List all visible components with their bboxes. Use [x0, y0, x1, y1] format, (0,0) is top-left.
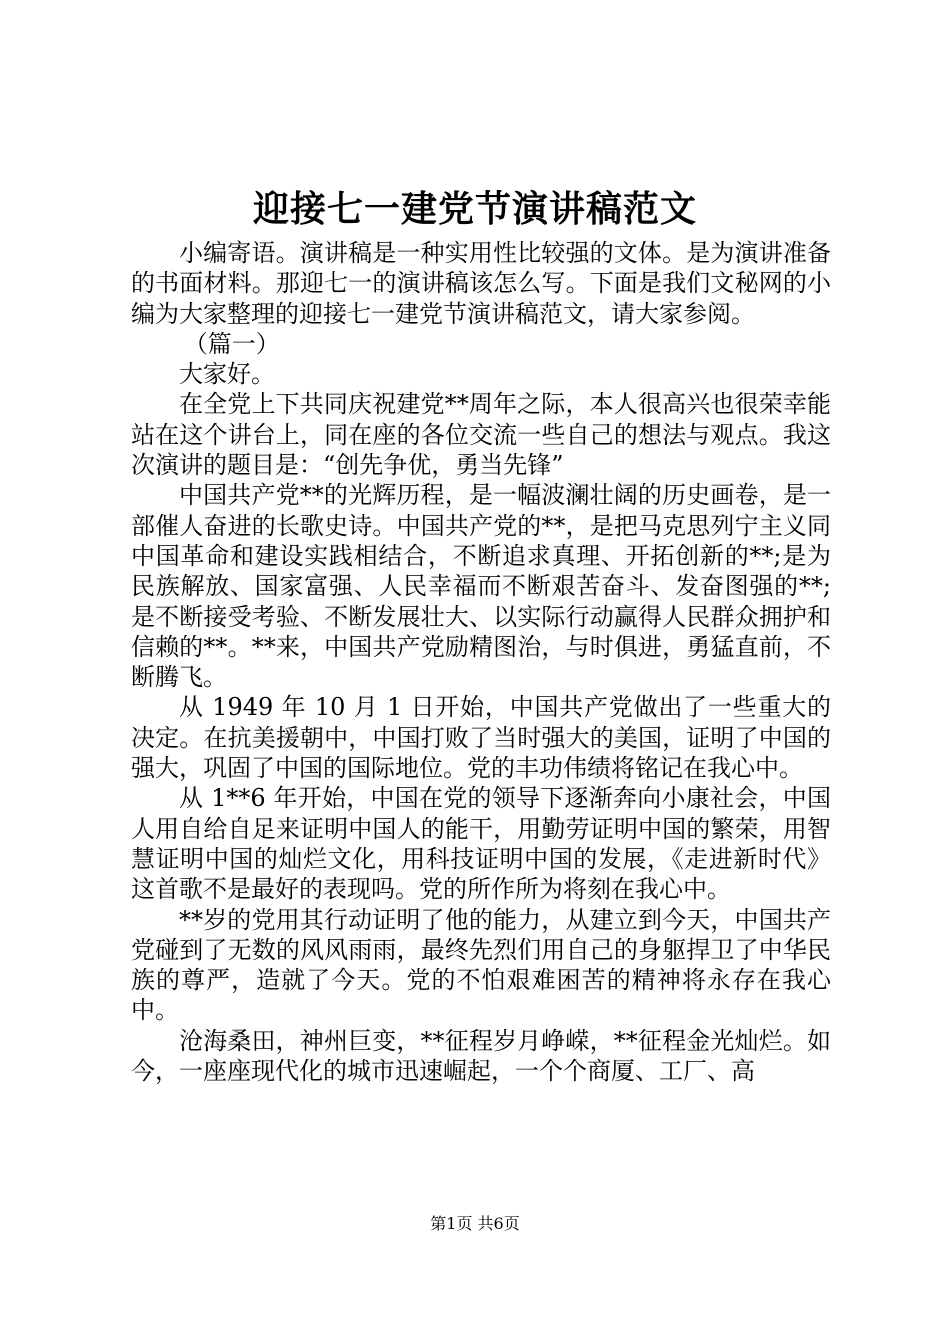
document-body: [131, 238, 831, 1086]
greeting-paragraph: 大家好。: [179, 360, 275, 389]
body-paragraph: 从 1**6 年开始，中国在党的领导下逐渐奔向小康社会，中国人用自给自足来证明中国人的能干，用勤劳证明中国的繁荣，用智慧证明中国的灿烂文化，用科技证明中国的发展，《走进新时代》这首歌不是最好的表现吗。党的所作所为将刻在我心中。: [131, 784, 831, 904]
body-paragraph: 从 1949 年 10 月 1 日开始，中国共产党做出了一些重大的决定。在抗美援朝中，中国打败了当时强大的美国，证明了中国的强大，巩固了中国的国际地位。党的丰功伟绩将铭记在我心中。: [131, 693, 831, 783]
body-paragraph: 中国共产党**的光辉历程，是一幅波澜壮阔的历史画卷，是一部催人奋进的长歌史诗。中国共产党的**，是把马克思列宁主义同中国革命和建设实践相结合，不断追求真理、开拓创新的**;是为民族解放、国家富强、人民幸福而不断艰苦奋斗、发奋图强的**;是不断接受考验、不断发展壮大、以实际行动赢得人民群众拥护和信赖的**。**来，中国共产党励精图治，与时俱进，勇猛直前，不断腾飞。: [131, 481, 831, 692]
section-heading: （篇一）: [183, 329, 280, 358]
document-title: 迎接七一建党节演讲稿范文: [252, 188, 697, 230]
body-paragraph: 在全党上下共同庆祝建党**周年之际，本人很高兴也很荣幸能站在这个讲台上，同在座的各位交流一些自己的想法与观点。我这次演讲的题目是：“创先争优，勇当先锋”: [131, 390, 831, 480]
body-paragraph: **岁的党用其行动证明了他的能力，从建立到今天，中国共产党碰到了无数的风风雨雨，最终先烈们用自己的身躯捍卫了中华民族的尊严，造就了今天。党的不怕艰难困苦的精神将永存在我心中。: [131, 905, 831, 1025]
page-footer: 第1页 共6页: [430, 1214, 520, 1233]
body-paragraph: 沧海桑田，神州巨变，**征程岁月峥嵘，**征程金光灿烂。如今，一座座现代化的城市迅速崛起，一个个商厦、工厂、高: [131, 1026, 831, 1086]
intro-paragraph: 小编寄语。演讲稿是一种实用性比较强的文体。是为演讲准备的书面材料。那迎七一的演讲稿该怎么写。下面是我们文秘网的小编为大家整理的迎接七一建党节演讲稿范文，请大家参阅。: [131, 239, 831, 328]
